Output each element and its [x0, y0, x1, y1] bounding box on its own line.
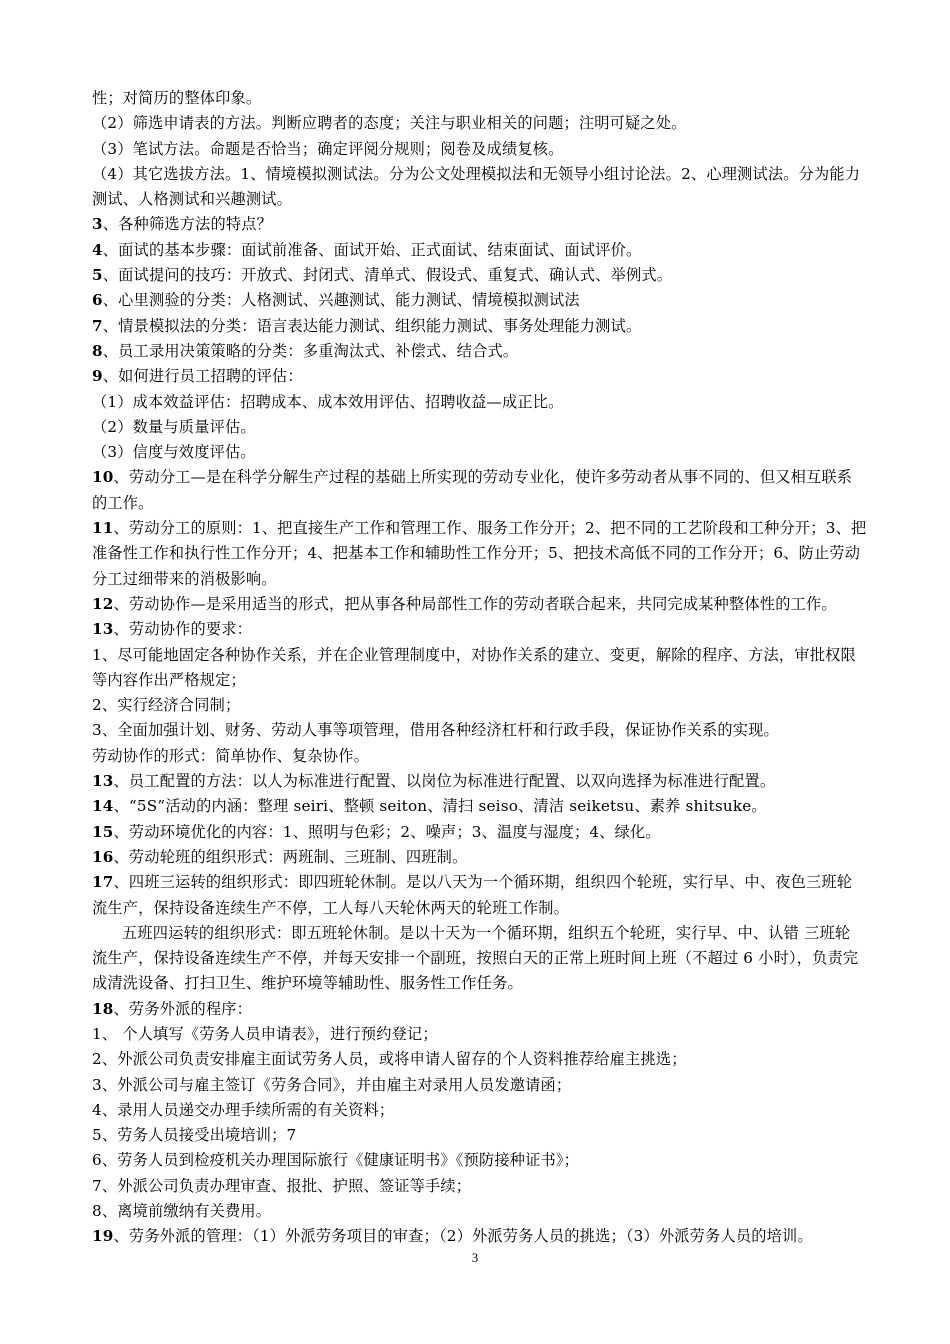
text-line — [92, 440, 914, 465]
text-line — [92, 971, 914, 996]
text-line — [92, 339, 914, 364]
line-text: 7、外派公司负责办理审查、报批、护照、签证等手续； — [92, 1176, 472, 1195]
text-line — [92, 238, 914, 263]
item-number: 3 — [92, 215, 103, 234]
text-line — [92, 1123, 914, 1148]
line-text: 流生产，保持设备连续生产不停，工人每八天轮休两天的轮班工作制。 — [92, 898, 570, 917]
line-text: 性；对简历的整体印象。 — [92, 89, 262, 107]
text-line — [92, 1073, 914, 1098]
text-line — [92, 1199, 914, 1224]
text-line — [92, 1148, 914, 1173]
item-number: 4 — [92, 240, 103, 259]
line-text: 8、离境前缴纳有关费用。 — [92, 1202, 272, 1221]
text-line — [92, 946, 914, 971]
line-text: （3）笔试方法。命题是否恰当；确定评阅分规则；阅卷及成绩复核。 — [92, 139, 564, 158]
item-number: 13 — [92, 772, 114, 791]
line-text: 、四班三运转的组织形式：即四班轮休制。是以八天为一个循环期，组织四个轮班，实行早、中、夜色三班轮 — [113, 873, 853, 892]
text-line — [92, 187, 914, 212]
line-text: 的工作。 — [92, 493, 154, 512]
item-number: 8 — [92, 341, 103, 360]
line-text: 3、外派公司与雇主签订《劳务合同》，并由雇主对录用人员发邀请函； — [92, 1075, 572, 1094]
text-line — [92, 162, 914, 187]
line-text: 、劳务外派的管理：（1）外派劳务项目的审查；（2）外派劳务人员的挑选；（3）外派劳务人员的培训。 — [113, 1227, 813, 1246]
line-text: 劳动协作的形式：简单协作、复杂协作。 — [92, 746, 369, 765]
line-text: 、劳动协作的要求： — [113, 620, 253, 639]
line-text: （2）筛选申请表的方法。判断应聘者的态度；关注与职业相关的问题；注明可疑之处。 — [92, 114, 687, 133]
text-line — [92, 212, 914, 237]
line-text: 、员工配置的方法：以人为标准进行配置、以岗位为标准进行配置、以双向选择为标准进行配置。 — [113, 772, 776, 791]
line-text: 、劳动轮班的组织形式：两班制、三班制、四班制。 — [113, 847, 468, 866]
line-text: 5、劳务人员接受出境培训；7 — [92, 1126, 297, 1145]
text-line — [92, 617, 914, 642]
line-text: 、情景模拟法的分类：语言表达能力测试、组织能力测试、事务处理能力测试。 — [102, 316, 642, 335]
item-number: 7 — [92, 316, 103, 335]
text-line — [92, 364, 914, 389]
text-line — [92, 516, 914, 541]
text-line — [92, 111, 914, 136]
line-text: 、劳动协作—是采用适当的形式，把从事各种局部性工作的劳动者联合起来，共同完成某种整体性的工作。 — [113, 594, 837, 613]
line-text: 、劳动环境优化的内容：1、照明与色彩；2、噪声；3、温度与湿度；4、绿化。 — [113, 822, 661, 841]
text-line — [92, 744, 914, 769]
text-line — [92, 896, 914, 921]
line-text: 五班四运转的组织形式：即五班轮休制。是以十天为一个循环期，组织五个轮班，实行早、中、认错 三班轮 — [122, 923, 851, 942]
text-line — [92, 1098, 914, 1123]
item-number: 9 — [92, 367, 103, 386]
line-text: 1、尽可能地固定各种协作关系，并在企业管理制度中，对协作关系的建立、变更，解除的程序、方法，审批权限 — [92, 645, 856, 664]
item-number: 6 — [92, 291, 103, 310]
line-text: 准备性工作和执行性工作分开；4、把基本工作和辅助性工作分开；5、把技术高低不同的工作分开；6、防止劳动 — [92, 544, 861, 563]
line-text: 、各种筛选方法的特点？ — [102, 215, 273, 234]
line-text: 测试、人格测试和兴趣测试。 — [92, 190, 293, 209]
text-line — [92, 643, 914, 668]
text-line — [92, 263, 914, 288]
line-text: 、面试的基本步骤：面试前准备、面试开始、正式面试、结束面试、面试评价。 — [102, 240, 642, 259]
text-line — [92, 541, 914, 566]
item-number: 5 — [92, 266, 103, 285]
line-text: （1）成本效益评估：招聘成本、成本效用评估、招聘收益—成正比。 — [92, 392, 564, 411]
line-text: 流生产，保持设备连续生产不停，并每天安排一个副班，按照白天的正常上班时间上班（不超过 6 小时），负责完 — [92, 949, 859, 968]
page-number: 3 — [471, 1250, 479, 1265]
text-line — [92, 718, 914, 743]
line-text: 2、外派公司负责安排雇主面试劳务人员，或将申请人留存的个人资料推荐给雇主挑选； — [92, 1050, 687, 1069]
line-text: 、劳动分工的原则：1、把直接生产工作和管理工作、服务工作分开；2、把不同的工艺阶段和工种分开；3、把 — [113, 519, 867, 538]
text-line — [92, 314, 914, 339]
text-line — [92, 465, 914, 490]
text-line — [92, 921, 914, 946]
item-number: 14 — [92, 797, 114, 816]
text-line — [92, 1022, 914, 1047]
line-text: 、心里测验的分类：人格测试、兴趣测试、能力测试、情境模拟测试法 — [102, 291, 580, 310]
line-text: 成清洗设备、打扫卫生、维护环境等辅助性、服务性工作任务。 — [92, 974, 523, 993]
text-line — [92, 1047, 914, 1072]
text-line — [92, 567, 914, 592]
line-text: 等内容作出严格规定； — [92, 670, 246, 689]
text-line — [92, 870, 914, 895]
text-line — [92, 1224, 914, 1249]
line-text: 3、全面加强计划、财务、劳动人事等项管理，借用各种经济杠杆和行政手段，保证协作关系的实现。 — [92, 721, 779, 740]
item-number: 11 — [92, 519, 114, 538]
line-text: 、员工录用决策策略的分类：多重淘汰式、补偿式、结合式。 — [102, 341, 519, 360]
text-line — [92, 1174, 914, 1199]
line-text: 1、 个人填写《劳务人员申请表》，进行预约登记； — [92, 1024, 438, 1043]
line-text: 2、实行经济合同制； — [92, 696, 241, 715]
text-line — [92, 668, 914, 693]
item-number: 12 — [92, 594, 114, 613]
line-text: 、如何进行员工招聘的评估： — [102, 367, 303, 386]
item-number: 17 — [92, 873, 114, 892]
line-text: （2）数量与质量评估。 — [92, 417, 256, 436]
line-text: 、“5S”活动的内涵：整理 seiri、整顿 seiton、清扫 seiso、清洁 seiketsu、素养 shitsuke。 — [113, 797, 767, 816]
line-text: 、劳务外派的程序： — [113, 999, 253, 1018]
text-line — [92, 137, 914, 162]
line-text: （4）其它选拔方法。1、情境模拟测试法。分为公文处理模拟法和无领导小组讨论法。2、心理测试法。分为能力 — [92, 164, 861, 183]
text-line — [92, 794, 914, 819]
item-number: 16 — [92, 847, 114, 866]
text-line — [92, 86, 914, 111]
item-number: 18 — [92, 999, 114, 1018]
item-number: 15 — [92, 822, 114, 841]
text-line — [92, 491, 914, 516]
line-text: 、劳动分工—是在科学分解生产过程的基础上所实现的劳动专业化，使许多劳动者从事不同的、但又相互联系 — [113, 468, 853, 487]
text-line — [92, 769, 914, 794]
item-number: 10 — [92, 468, 114, 487]
text-line — [92, 390, 914, 415]
text-line — [92, 820, 914, 845]
document-body — [92, 86, 914, 1250]
text-line — [92, 845, 914, 870]
line-text: 6、劳务人员到检疫机关办理国际旅行《健康证明书》《预防接种证书》； — [92, 1151, 580, 1170]
line-text: 、面试提问的技巧：开放式、封闭式、清单式、假设式、重复式、确认式、举例式。 — [102, 266, 673, 285]
text-line — [92, 997, 914, 1022]
text-line — [92, 415, 914, 440]
item-number: 13 — [92, 620, 114, 639]
line-text: 分工过细带来的消极影响。 — [92, 569, 277, 588]
text-line — [92, 288, 914, 313]
text-line — [92, 693, 914, 718]
line-text: 4、录用人员递交办理手续所需的有关资料； — [92, 1100, 395, 1119]
text-line — [92, 592, 914, 617]
line-text: （3）信度与效度评估。 — [92, 443, 256, 462]
item-number: 19 — [92, 1227, 114, 1246]
